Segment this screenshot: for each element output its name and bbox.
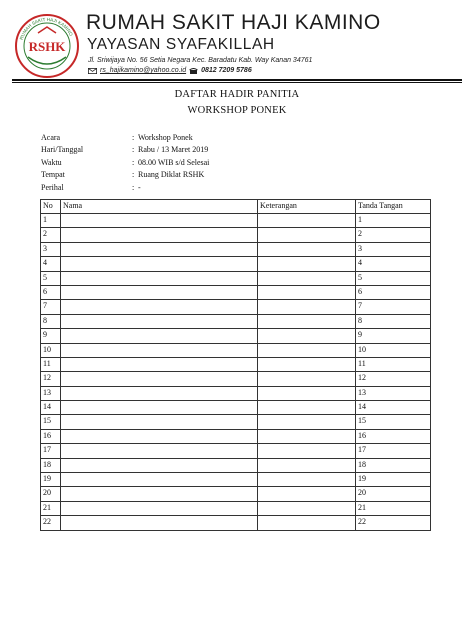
- row-number: 10: [41, 343, 61, 357]
- signature-cell[interactable]: 14: [356, 401, 431, 415]
- name-cell[interactable]: [61, 516, 258, 530]
- name-cell[interactable]: [61, 473, 258, 487]
- remarks-cell[interactable]: [258, 516, 356, 530]
- name-cell[interactable]: [61, 314, 258, 328]
- document-title: DAFTAR HADIR PANITIA: [174, 89, 300, 100]
- signature-cell[interactable]: 1: [356, 214, 431, 228]
- table-row: [41, 401, 431, 415]
- remarks-cell[interactable]: [258, 271, 356, 285]
- remarks-cell[interactable]: [258, 501, 356, 515]
- info-value: Ruang Diklat RSHK: [138, 170, 205, 180]
- attendance-table: [40, 199, 431, 531]
- table-row: [41, 487, 431, 501]
- signature-cell[interactable]: 3: [356, 242, 431, 256]
- signature-cell[interactable]: 4: [356, 257, 431, 271]
- header-rule-thin: [12, 82, 462, 83]
- row-number: 8: [41, 314, 61, 328]
- logo-text: RSHK: [28, 39, 66, 54]
- header-no: No: [41, 200, 61, 214]
- name-cell[interactable]: [61, 444, 258, 458]
- signature-cell[interactable]: 7: [356, 300, 431, 314]
- table-row: [41, 516, 431, 530]
- logo-ring-text: RUMAH SAKIT HAJI KAMINO: [18, 16, 74, 41]
- hospital-address: Jl. Sriwijaya No. 56 Setia Negara Kec. Baradatu Kab. Way Kanan 34761: [88, 57, 313, 64]
- name-cell[interactable]: [61, 257, 258, 271]
- row-number: 16: [41, 429, 61, 443]
- phone-icon: [189, 68, 198, 74]
- info-separator: :: [132, 133, 135, 142]
- table-row: [41, 329, 431, 343]
- remarks-cell[interactable]: [258, 285, 356, 299]
- signature-cell[interactable]: 6: [356, 285, 431, 299]
- table-row: [41, 501, 431, 515]
- row-number: 19: [41, 473, 61, 487]
- header-tanda-tangan: Tanda Tangan: [356, 200, 431, 214]
- row-number: 6: [41, 285, 61, 299]
- signature-cell[interactable]: 21: [356, 501, 431, 515]
- table-header-row: [41, 200, 431, 214]
- row-number: 17: [41, 444, 61, 458]
- event-info: [41, 132, 209, 194]
- signature-cell[interactable]: 17: [356, 444, 431, 458]
- name-cell[interactable]: [61, 401, 258, 415]
- info-value: Workshop Ponek: [138, 133, 193, 142]
- remarks-cell[interactable]: [258, 473, 356, 487]
- signature-cell[interactable]: 11: [356, 357, 431, 371]
- name-cell[interactable]: [61, 386, 258, 400]
- row-number: 14: [41, 401, 61, 415]
- signature-cell[interactable]: 9: [356, 329, 431, 343]
- name-cell[interactable]: [61, 300, 258, 314]
- header-keterangan: Keterangan: [258, 200, 356, 214]
- contact-line: [88, 67, 252, 74]
- info-row: [41, 157, 209, 169]
- remarks-cell[interactable]: [258, 329, 356, 343]
- table-row: [41, 357, 431, 371]
- row-number: 9: [41, 329, 61, 343]
- signature-cell[interactable]: 13: [356, 386, 431, 400]
- row-number: 15: [41, 415, 61, 429]
- table-row: [41, 386, 431, 400]
- name-cell[interactable]: [61, 214, 258, 228]
- row-number: 2: [41, 228, 61, 242]
- table-row: [41, 257, 431, 271]
- info-separator: :: [132, 157, 135, 167]
- name-cell[interactable]: [61, 458, 258, 472]
- table-row: [41, 271, 431, 285]
- remarks-cell[interactable]: [258, 343, 356, 357]
- name-cell[interactable]: [61, 487, 258, 501]
- info-row: [41, 169, 209, 181]
- signature-cell[interactable]: 2: [356, 228, 431, 242]
- name-cell[interactable]: [61, 343, 258, 357]
- table-row: [41, 415, 431, 429]
- remarks-cell[interactable]: [258, 314, 356, 328]
- info-row: [41, 144, 209, 156]
- info-separator: :: [132, 182, 135, 192]
- name-cell[interactable]: [61, 329, 258, 343]
- name-cell[interactable]: [61, 415, 258, 429]
- name-cell[interactable]: [61, 242, 258, 256]
- signature-cell[interactable]: 8: [356, 314, 431, 328]
- remarks-cell[interactable]: [258, 444, 356, 458]
- name-cell[interactable]: [61, 429, 258, 443]
- info-separator: :: [132, 170, 135, 180]
- signature-cell[interactable]: 12: [356, 372, 431, 386]
- table-row: [41, 228, 431, 242]
- table-row: [41, 444, 431, 458]
- table-row: [41, 242, 431, 256]
- remarks-cell[interactable]: [258, 372, 356, 386]
- row-number: 4: [41, 257, 61, 271]
- table-row: [41, 343, 431, 357]
- name-cell[interactable]: [61, 357, 258, 371]
- envelope-icon: [88, 68, 97, 74]
- table-row: [41, 285, 431, 299]
- info-label: Acara: [41, 133, 61, 142]
- signature-cell[interactable]: 22: [356, 516, 431, 530]
- table-row: [41, 429, 431, 443]
- row-number: 11: [41, 357, 61, 371]
- remarks-cell[interactable]: [258, 487, 356, 501]
- row-number: 1: [41, 214, 61, 228]
- remarks-cell[interactable]: [258, 257, 356, 271]
- remarks-cell[interactable]: [258, 386, 356, 400]
- info-label: Perihal: [41, 182, 64, 192]
- table-row: [41, 458, 431, 472]
- row-number: 7: [41, 300, 61, 314]
- signature-cell[interactable]: 5: [356, 271, 431, 285]
- info-label: Tempat: [41, 170, 65, 180]
- signature-cell[interactable]: 19: [356, 473, 431, 487]
- remarks-cell[interactable]: [258, 401, 356, 415]
- hospital-logo: [14, 13, 80, 79]
- table-row: [41, 372, 431, 386]
- remarks-cell[interactable]: [258, 228, 356, 242]
- remarks-cell[interactable]: [258, 458, 356, 472]
- remarks-cell[interactable]: [258, 429, 356, 443]
- table-row: [41, 314, 431, 328]
- name-cell[interactable]: [61, 228, 258, 242]
- info-label: Hari/Tanggal: [41, 145, 84, 155]
- row-number: 21: [41, 501, 61, 515]
- info-separator: :: [132, 145, 135, 155]
- name-cell[interactable]: [61, 501, 258, 515]
- signature-cell[interactable]: 20: [356, 487, 431, 501]
- remarks-cell[interactable]: [258, 415, 356, 429]
- info-value: 08.00 WIB s/d Selesai: [138, 157, 210, 167]
- hospital-name: RUMAH SAKIT HAJI KAMINO: [86, 11, 381, 34]
- info-label: Waktu: [41, 157, 62, 167]
- remarks-cell[interactable]: [258, 357, 356, 371]
- row-number: 13: [41, 386, 61, 400]
- row-number: 18: [41, 458, 61, 472]
- email-link[interactable]: rs_hajikamino@yahoo.co.id: [100, 67, 187, 74]
- phone-number: 0812 7209 5786: [201, 67, 252, 74]
- info-value: Rabu / 13 Maret 2019: [138, 145, 209, 155]
- signature-cell[interactable]: 15: [356, 415, 431, 429]
- row-number: 3: [41, 242, 61, 256]
- info-row: [41, 132, 209, 144]
- row-number: 12: [41, 372, 61, 386]
- remarks-cell[interactable]: [258, 214, 356, 228]
- signature-cell[interactable]: 10: [356, 343, 431, 357]
- signature-cell[interactable]: 16: [356, 429, 431, 443]
- row-number: 5: [41, 271, 61, 285]
- info-row: [41, 182, 209, 194]
- name-cell[interactable]: [61, 271, 258, 285]
- signature-cell[interactable]: 18: [356, 458, 431, 472]
- row-number: 22: [41, 516, 61, 530]
- name-cell[interactable]: [61, 372, 258, 386]
- name-cell[interactable]: [61, 285, 258, 299]
- row-number: 20: [41, 487, 61, 501]
- remarks-cell[interactable]: [258, 300, 356, 314]
- document-subtitle: WORKSHOP PONEK: [187, 105, 287, 116]
- remarks-cell[interactable]: [258, 242, 356, 256]
- header-rule-thick: [12, 79, 462, 81]
- header-nama: Nama: [61, 200, 258, 214]
- table-row: [41, 300, 431, 314]
- info-value: -: [138, 182, 141, 192]
- foundation-name: YAYASAN SYAFAKILLAH: [87, 36, 275, 53]
- table-row: [41, 214, 431, 228]
- table-row: [41, 473, 431, 487]
